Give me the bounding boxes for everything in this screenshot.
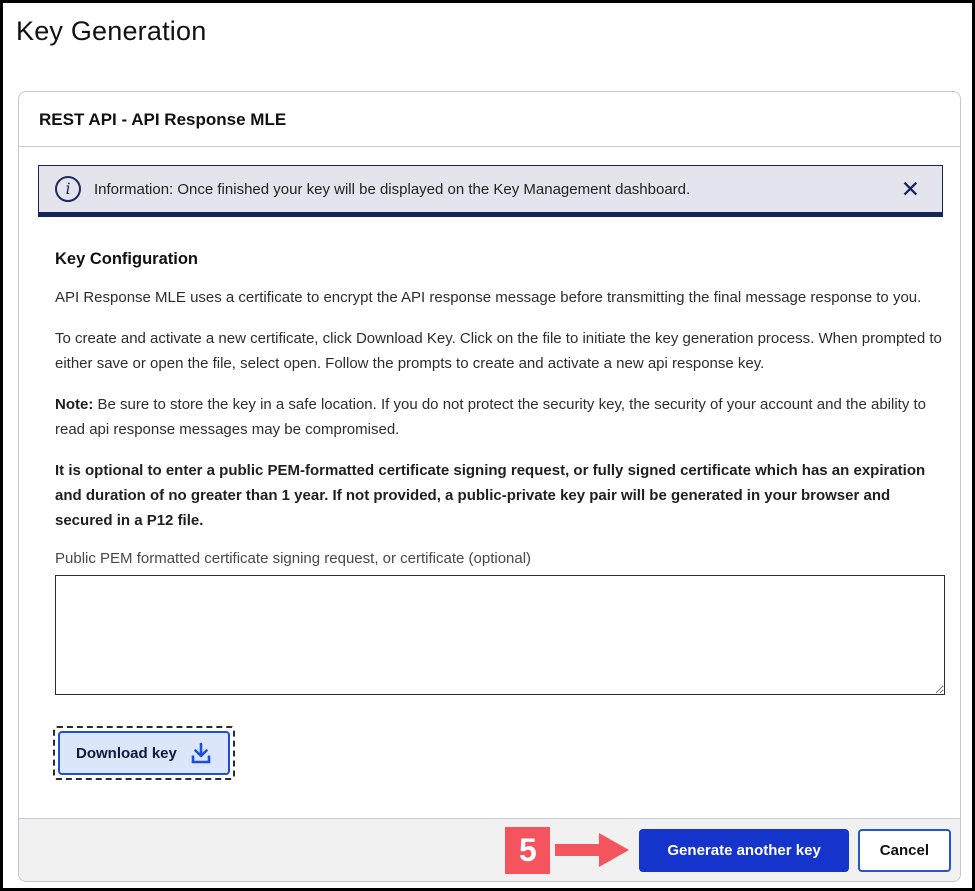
download-key-button[interactable] — [58, 731, 230, 775]
paragraph-instructions: To create and activate a new certificate, click Download Key. Click on the file to initiate the key generation process. When prompted to either save or open the file, select open. Follow the prompts to create and activate a new api response key. — [55, 330, 942, 372]
download-key-label: Download key — [76, 744, 177, 762]
note-text: Be sure to store the key in a safe location. If you do not protect the security key, the security of your account and the ability to read api response messages may be compromised. — [55, 396, 927, 438]
card-header-title: REST API - API Response MLE — [19, 92, 960, 147]
page-title: Key Generation — [16, 16, 207, 46]
annotation-step-badge: 5 — [505, 827, 550, 874]
generate-another-key-button[interactable]: Generate another key — [639, 829, 848, 872]
info-icon: i — [55, 176, 81, 202]
pem-textarea-label: Public PEM formatted certificate signing request, or certificate (optional) — [55, 550, 532, 567]
cancel-button[interactable]: Cancel — [858, 829, 951, 872]
information-banner — [38, 165, 943, 217]
note-label: Note: — [55, 396, 94, 413]
paragraph-optional: It is optional to enter a public PEM-formatted certificate signing request, or fully signed certificate which has an expiration and duration of no greater than 1 year. If not provided, a public-private key pair will be generated in your browser and secured in a P12 file. — [55, 462, 926, 529]
section-heading: Key Configuration — [55, 250, 198, 268]
banner-message: Information: Once finished your key will be displayed on the Key Management dashboard. — [94, 180, 691, 198]
download-icon — [189, 741, 213, 765]
paragraph-note — [55, 392, 943, 442]
close-icon[interactable]: ✕ — [900, 175, 920, 202]
key-configuration-section — [38, 250, 943, 778]
card-footer — [19, 818, 960, 881]
download-key-focus-ring — [55, 728, 233, 778]
paragraph-intro: API Response MLE uses a certificate to encrypt the API response message before transmitting the final message response to you. — [55, 289, 922, 306]
pem-certificate-input[interactable] — [55, 575, 945, 695]
key-generation-card — [18, 91, 961, 882]
card-body — [19, 147, 960, 818]
arrow-right-icon — [555, 831, 631, 869]
